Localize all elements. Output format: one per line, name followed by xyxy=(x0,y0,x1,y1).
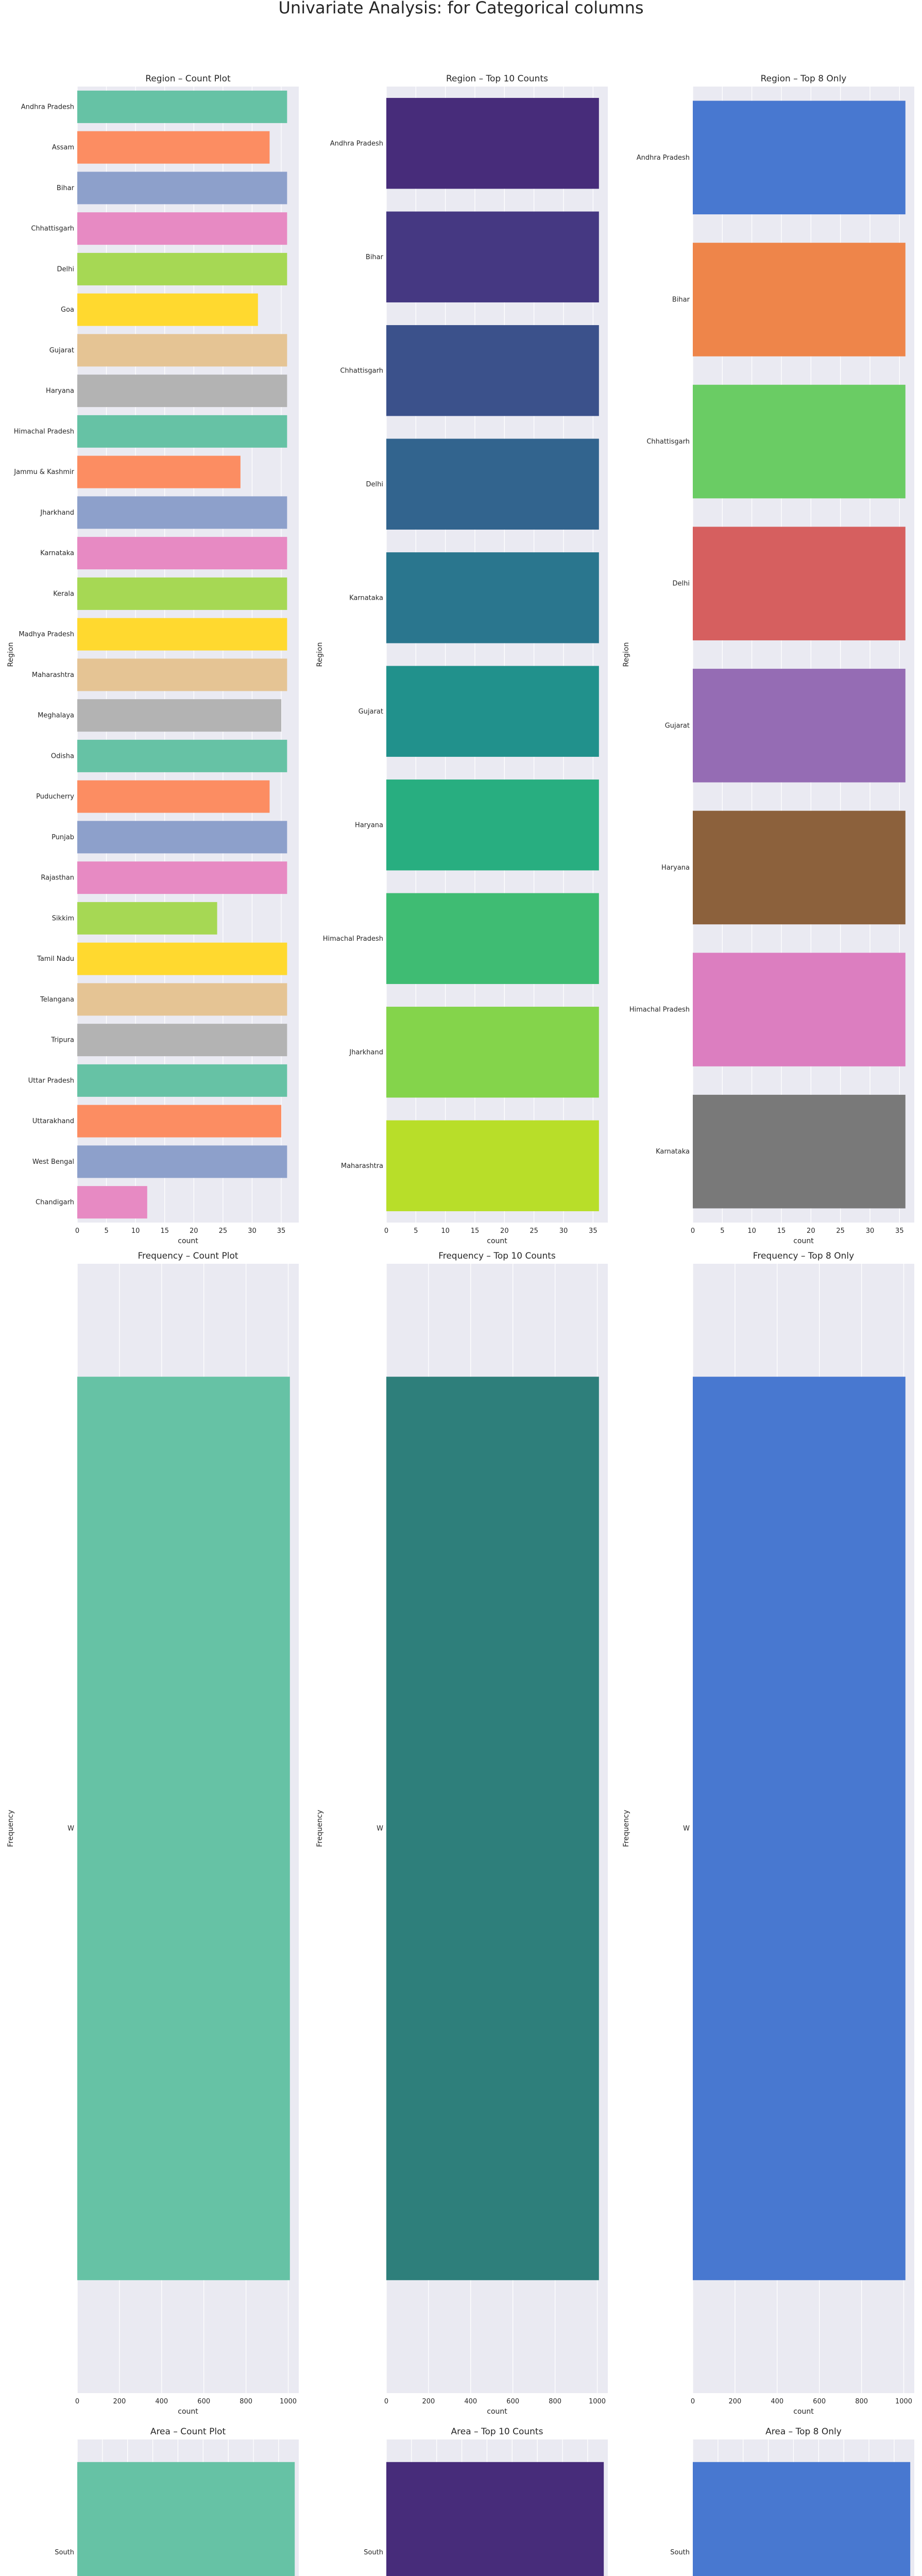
chart-2-x-tick-label: 30 xyxy=(559,1227,568,1235)
chart-5-y-tick-label: W xyxy=(377,1825,383,1833)
chart-1-x-tick-label: 5 xyxy=(104,1227,109,1235)
chart-1-x-tick-label: 35 xyxy=(277,1227,286,1235)
chart-2-bar xyxy=(386,1007,599,1097)
chart-4-x-axis-label: count xyxy=(178,2408,198,2416)
chart-2-x-tick-label: 25 xyxy=(530,1227,538,1235)
chart-1-bar xyxy=(77,861,287,894)
chart-3-y-tick-label: Chhattisgarh xyxy=(646,438,690,446)
chart-4-x-tick-label: 600 xyxy=(197,2398,211,2405)
chart-1-bar xyxy=(77,902,217,935)
chart-5-x-axis-label: count xyxy=(487,2408,507,2416)
chart-3-y-tick-label: Bihar xyxy=(672,296,690,304)
chart-2-bar xyxy=(386,98,599,189)
chart-2-bar xyxy=(386,893,599,984)
chart-1-bar xyxy=(77,415,287,448)
chart-3-y-tick-label: Karnataka xyxy=(656,1148,690,1156)
chart-9-bar xyxy=(693,2462,910,2576)
chart-8-title: Area – Top 10 Counts xyxy=(451,2427,543,2437)
chart-3-y-tick-label: Himachal Pradesh xyxy=(629,1006,690,1014)
chart-3-x-tick-label: 35 xyxy=(895,1227,904,1235)
chart-1-bar xyxy=(77,699,281,732)
chart-1-bar xyxy=(77,496,287,529)
chart-1-y-tick-label: Goa xyxy=(61,306,74,314)
chart-1-bar xyxy=(77,294,258,326)
chart-4-x-tick-label: 800 xyxy=(240,2398,253,2405)
chart-2-x-axis-label: count xyxy=(487,1237,507,1245)
chart-1-bar xyxy=(77,375,287,407)
chart-3-x-tick-label: 0 xyxy=(690,1227,695,1235)
chart-1-y-tick-label: Uttar Pradesh xyxy=(28,1077,74,1085)
chart-1-y-tick-label: Puducherry xyxy=(36,793,74,801)
chart-9-title: Area – Top 8 Only xyxy=(765,2427,842,2437)
chart-1-y-tick-label: Gujarat xyxy=(49,346,74,354)
chart-2-x-tick-label: 10 xyxy=(441,1227,450,1235)
chart-6-x-tick-label: 800 xyxy=(855,2398,868,2405)
chart-1-bar xyxy=(77,1105,281,1138)
chart-5-x-tick-label: 200 xyxy=(422,2398,435,2405)
chart-5-x-tick-label: 1000 xyxy=(588,2398,606,2405)
chart-4-title: Frequency – Count Plot xyxy=(138,1251,238,1261)
chart-3 xyxy=(622,74,914,1245)
chart-9-y-tick-label: South xyxy=(670,2549,690,2556)
chart-1-bar xyxy=(77,781,269,813)
chart-1-bar xyxy=(77,1145,287,1178)
chart-1-y-tick-label: Punjab xyxy=(52,833,74,841)
chart-4-x-tick-label: 0 xyxy=(75,2398,80,2405)
chart-1-y-tick-label: Madhya Pradesh xyxy=(19,631,74,639)
chart-1-y-tick-label: Uttarakhand xyxy=(32,1117,74,1126)
chart-6-x-axis-label: count xyxy=(793,2408,814,2416)
chart-1-y-tick-label: Haryana xyxy=(46,387,74,395)
chart-2-y-axis-label: Region xyxy=(316,642,324,667)
chart-3-y-tick-label: Gujarat xyxy=(664,722,690,730)
chart-1-x-tick-label: 20 xyxy=(190,1227,198,1235)
chart-9 xyxy=(622,2427,914,2576)
chart-2-bar xyxy=(386,779,599,870)
chart-6-y-tick-label: W xyxy=(683,1825,690,1833)
chart-5-x-tick-label: 800 xyxy=(549,2398,562,2405)
chart-1-title: Region – Count Plot xyxy=(145,74,231,84)
chart-2-bar xyxy=(386,325,599,416)
chart-1-y-tick-label: Jammu & Kashmir xyxy=(14,468,74,477)
chart-1-bar xyxy=(77,1186,147,1218)
chart-7-title: Area – Count Plot xyxy=(150,2427,226,2437)
chart-5-title: Frequency – Top 10 Counts xyxy=(438,1251,556,1261)
chart-1-y-tick-label: Kerala xyxy=(53,590,74,598)
chart-1-x-tick-label: 30 xyxy=(248,1227,257,1235)
chart-6-x-tick-label: 1000 xyxy=(895,2398,913,2405)
chart-1-y-tick-label: Chhattisgarh xyxy=(31,225,74,233)
chart-3-x-tick-label: 25 xyxy=(836,1227,845,1235)
chart-6-bar xyxy=(693,1377,906,2280)
chart-1-bar xyxy=(77,131,269,164)
chart-1-bar xyxy=(77,1064,287,1097)
chart-3-bar xyxy=(693,1095,906,1209)
chart-3-x-tick-label: 5 xyxy=(720,1227,725,1235)
chart-1-y-axis-label: Region xyxy=(7,642,15,667)
chart-3-y-tick-label: Haryana xyxy=(661,863,690,872)
chart-2-bar xyxy=(386,552,599,643)
chart-3-x-axis-label: count xyxy=(793,1237,814,1245)
chart-1-x-axis-label: count xyxy=(178,1237,198,1245)
chart-3-title: Region – Top 8 Only xyxy=(760,74,847,84)
figure-suptitle: Univariate Analysis: for Categorical columns xyxy=(278,0,644,18)
chart-8 xyxy=(316,2427,608,2576)
chart-1-bar xyxy=(77,456,241,488)
chart-1-bar xyxy=(77,658,287,691)
chart-1-y-tick-label: Assam xyxy=(52,144,74,152)
chart-2 xyxy=(316,74,608,1245)
chart-4-x-tick-label: 1000 xyxy=(279,2398,297,2405)
chart-3-bar xyxy=(693,669,906,783)
chart-1-y-tick-label: Jharkhand xyxy=(40,509,74,517)
chart-3-bar xyxy=(693,811,906,925)
chart-3-bar xyxy=(693,527,906,640)
chart-7-bar xyxy=(77,2462,295,2576)
chart-3-bar xyxy=(693,953,906,1066)
chart-4-y-tick-label: W xyxy=(67,1825,74,1833)
chart-6-x-tick-label: 200 xyxy=(728,2398,742,2405)
chart-8-y-tick-label: South xyxy=(364,2549,383,2556)
chart-5-y-axis-label: Frequency xyxy=(316,1809,324,1848)
chart-2-x-tick-label: 20 xyxy=(500,1227,509,1235)
chart-4-x-tick-label: 400 xyxy=(155,2398,168,2405)
chart-1-y-tick-label: Andhra Pradesh xyxy=(21,103,74,111)
chart-1-y-tick-label: Meghalaya xyxy=(38,711,74,720)
chart-3-y-axis-label: Region xyxy=(622,642,630,667)
chart-1-x-tick-label: 10 xyxy=(131,1227,140,1235)
chart-3-bar xyxy=(693,101,906,215)
chart-4 xyxy=(7,1251,299,2416)
chart-1-bar xyxy=(77,983,287,1015)
chart-3-bar xyxy=(693,243,906,357)
chart-5-x-tick-label: 0 xyxy=(384,2398,389,2405)
chart-8-bar xyxy=(386,2462,604,2576)
chart-1-y-tick-label: Tamil Nadu xyxy=(37,955,74,963)
chart-1-y-tick-label: Himachal Pradesh xyxy=(13,428,74,436)
chart-5-x-tick-label: 600 xyxy=(506,2398,520,2405)
chart-4-y-axis-label: Frequency xyxy=(7,1809,15,1848)
chart-1-y-tick-label: Odisha xyxy=(50,752,74,760)
chart-1-bar xyxy=(77,537,287,569)
chart-5-bar xyxy=(386,1377,599,2280)
chart-7 xyxy=(7,2427,299,2576)
chart-2-bar xyxy=(386,212,599,302)
chart-1-x-tick-label: 25 xyxy=(218,1227,228,1235)
chart-2-title: Region – Top 10 Counts xyxy=(446,74,548,84)
chart-4-x-tick-label: 200 xyxy=(113,2398,126,2405)
chart-6-x-tick-label: 400 xyxy=(771,2398,784,2405)
chart-2-bar xyxy=(386,439,599,530)
chart-1-bar xyxy=(77,943,287,975)
chart-1-bar xyxy=(77,821,287,853)
chart-2-y-tick-label: Haryana xyxy=(355,821,383,829)
chart-1-y-tick-label: Telangana xyxy=(40,995,74,1004)
chart-5 xyxy=(316,1251,608,2416)
chart-1-y-tick-label: Karnataka xyxy=(40,549,74,557)
chart-1-x-tick-label: 0 xyxy=(75,1227,80,1235)
chart-3-x-tick-label: 20 xyxy=(807,1227,815,1235)
chart-3-x-tick-label: 10 xyxy=(747,1227,756,1235)
chart-1-y-tick-label: Sikkim xyxy=(52,914,74,923)
chart-2-bar xyxy=(386,666,599,757)
chart-1-bar xyxy=(77,578,287,610)
chart-1-bar xyxy=(77,172,287,204)
chart-1-bar xyxy=(77,1024,287,1056)
chart-2-y-tick-label: Andhra Pradesh xyxy=(330,140,383,148)
chart-1-bar xyxy=(77,91,287,123)
chart-4-bar xyxy=(77,1377,290,2280)
chart-3-x-tick-label: 30 xyxy=(865,1227,875,1235)
chart-1-y-tick-label: Tripura xyxy=(51,1036,74,1044)
chart-1-bar xyxy=(77,618,287,651)
chart-7-y-tick-label: South xyxy=(55,2549,74,2556)
chart-2-y-tick-label: Maharashtra xyxy=(340,1162,383,1170)
chart-2-bar xyxy=(386,1121,599,1211)
chart-1-bar xyxy=(77,334,287,366)
chart-6 xyxy=(622,1251,914,2416)
chart-2-y-tick-label: Himachal Pradesh xyxy=(322,935,383,943)
chart-1-y-tick-label: Bihar xyxy=(56,184,74,192)
chart-2-x-tick-label: 5 xyxy=(414,1227,418,1235)
chart-2-y-tick-label: Bihar xyxy=(365,253,383,261)
chart-1-y-tick-label: Rajasthan xyxy=(41,874,74,882)
chart-6-x-tick-label: 600 xyxy=(813,2398,826,2405)
chart-1-bar xyxy=(77,740,287,772)
chart-1-y-tick-label: Chandigarh xyxy=(36,1198,74,1207)
chart-3-bar xyxy=(693,385,906,499)
chart-1-x-tick-label: 15 xyxy=(160,1227,169,1235)
chart-3-x-tick-label: 15 xyxy=(777,1227,786,1235)
chart-2-x-tick-label: 15 xyxy=(470,1227,480,1235)
chart-6-y-axis-label: Frequency xyxy=(622,1809,630,1848)
chart-2-y-tick-label: Karnataka xyxy=(349,594,383,602)
chart-1-bar xyxy=(77,212,287,245)
chart-1-y-tick-label: Maharashtra xyxy=(31,671,74,679)
chart-2-y-tick-label: Chhattisgarh xyxy=(340,367,383,375)
chart-1-bar xyxy=(77,253,287,285)
chart-2-x-tick-label: 35 xyxy=(589,1227,597,1235)
chart-2-x-tick-label: 0 xyxy=(384,1227,389,1235)
chart-6-title: Frequency – Top 8 Only xyxy=(753,1251,855,1261)
chart-6-x-tick-label: 0 xyxy=(690,2398,695,2405)
chart-1-y-tick-label: Delhi xyxy=(57,265,74,274)
chart-2-y-tick-label: Gujarat xyxy=(358,707,383,716)
chart-3-y-tick-label: Andhra Pradesh xyxy=(636,154,690,162)
chart-1 xyxy=(7,74,299,1245)
chart-2-y-tick-label: Delhi xyxy=(366,480,383,488)
chart-1-y-tick-label: West Bengal xyxy=(32,1158,74,1166)
chart-2-y-tick-label: Jharkhand xyxy=(349,1048,383,1057)
chart-3-y-tick-label: Delhi xyxy=(672,580,690,588)
chart-5-x-tick-label: 400 xyxy=(464,2398,477,2405)
